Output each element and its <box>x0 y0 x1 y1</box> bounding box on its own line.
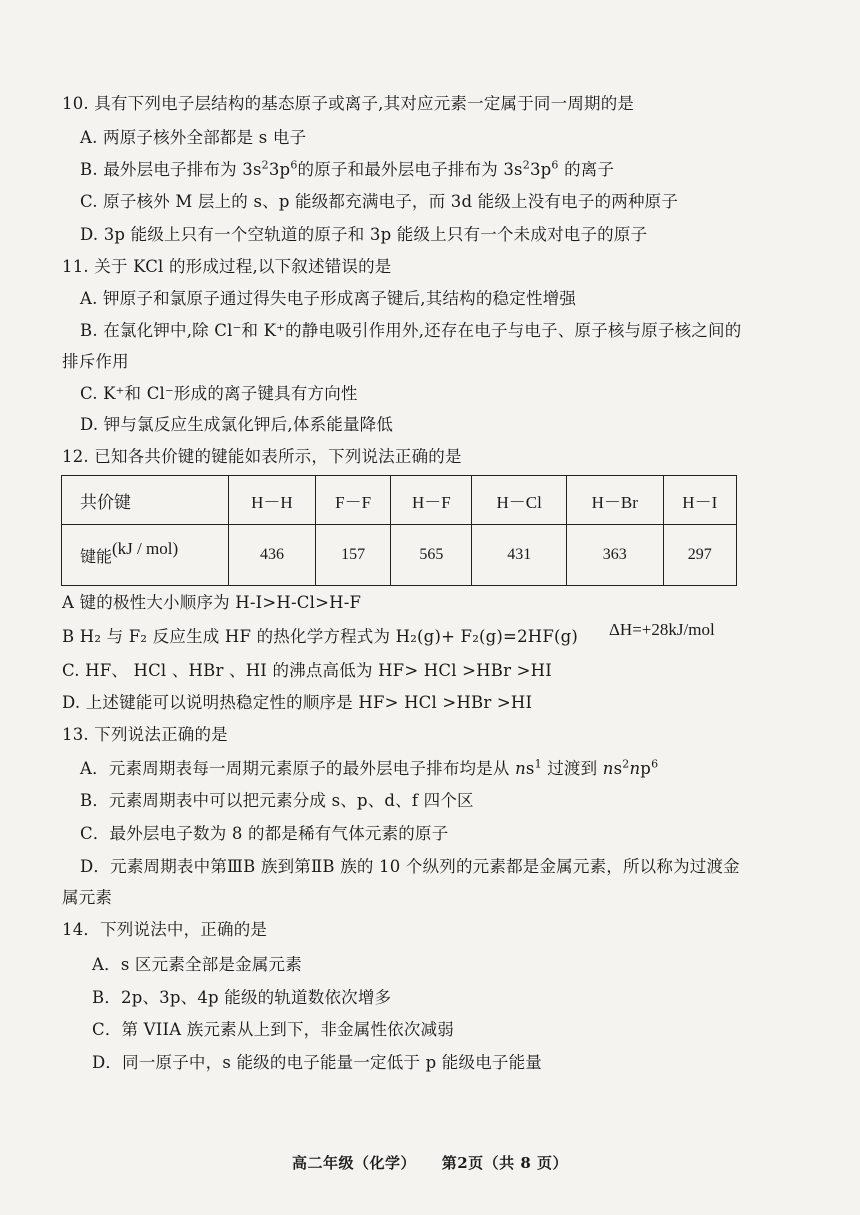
table-cell-bond: H－Br <box>567 476 664 525</box>
q14-stem: 14．下列说法中，正确的是 <box>62 920 268 939</box>
table-cell-energy: 157 <box>315 525 390 586</box>
q12-option-d: D. 上述键能可以说明热稳定性的顺序是 HF> HCl >HBr >HI <box>62 693 533 712</box>
q10-stem: 10. 具有下列电子层结构的基态原子或离子,其对应元素一定属于同一周期的是 <box>62 94 635 113</box>
q13-option-a: A．元素周期表每一周期元素原子的最外层电子排布均是从 $ns^1$ 过渡到 $ns^2np^6$ <box>80 757 659 778</box>
table-cell-energy: 297 <box>663 525 736 586</box>
q13-option-b: B．元素周期表中可以把元素分成 s、p、d、f 四个区 <box>80 791 474 810</box>
q10-b-part3: 的离子 <box>564 160 615 179</box>
energy-label: 键能 <box>80 548 113 566</box>
q11-option-b-line1: B. 在氯化钾中,除 Cl⁻和 K⁺的静电吸引作用外,还存在电子与电子、原子核与原子核之间的 <box>80 321 742 340</box>
q13-a-part2: 过渡到 <box>541 759 603 778</box>
q12-option-a: A 键的极性大小顺序为 H-I>H-Cl>H-F <box>62 593 362 612</box>
bond-energy-table <box>61 475 737 586</box>
table-cell-bond: H－Cl <box>472 476 567 525</box>
q11-option-d: D. 钾与氯反应生成氯化钾后,体系能量降低 <box>80 415 394 434</box>
table-header-bond: 共价键 <box>62 476 229 525</box>
q10-option-a: A. 两原子核外全部都是 s 电子 <box>80 128 307 147</box>
page-footer <box>0 1152 860 1173</box>
energy-unit: (kJ / mol) <box>112 538 179 558</box>
q13-a-part1: A．元素周期表每一周期元素原子的最外层电子排布均是从 <box>80 759 516 778</box>
table-cell-energy: 436 <box>229 525 316 586</box>
q10-option-d: D. 3p 能级上只有一个空轨道的原子和 3p 能级上只有一个未成对电子的原子 <box>80 225 648 244</box>
q10-b-part2: 的原子和最外层电子排布为 3s <box>297 160 523 179</box>
q10-option-b: B. 最外层电子排布为 $3s^23p^6$的原子和最外层电子排布为 $3s^23p^6$ 的离子 <box>80 158 615 179</box>
table-cell-bond: H－H <box>229 476 316 525</box>
footer-page-number: 第2页（共 8 页） <box>441 1154 569 1172</box>
q12-option-b: B H₂ 与 F₂ 反应生成 HF 的热化学方程式为 H₂(g)+ F₂(g)=2HF(g) <box>62 627 579 646</box>
table-header-energy <box>62 525 229 586</box>
q14-option-d: D．同一原子中，s 能级的电子能量一定低于 p 能级电子能量 <box>92 1053 542 1072</box>
table-cell-energy: 565 <box>391 525 472 586</box>
table-cell-bond: H－F <box>391 476 472 525</box>
q11-option-b-line2: 排斥作用 <box>62 352 129 371</box>
q10-b-part1: B. 最外层电子排布为 3s <box>80 160 262 179</box>
q14-option-a: A．s 区元素全部是金属元素 <box>92 955 302 974</box>
q12-option-c: C. HF、 HCl 、HBr 、HI 的沸点高低为 HF> HCl >HBr >HI <box>62 661 552 680</box>
footer-grade: 高二年级（化学） <box>291 1154 416 1172</box>
table-cell-energy: 363 <box>567 525 664 586</box>
table-cell-energy: 431 <box>472 525 567 586</box>
table-cell-bond: H－I <box>663 476 736 525</box>
q10-option-c: C. 原子核外 M 层上的 s、p 能级都充满电子，而 3d 能级上没有电子的两种原子 <box>80 192 679 211</box>
q11-stem: 11. 关于 KCl 的形成过程,以下叙述错误的是 <box>62 257 392 276</box>
q13-option-c: C．最外层电子数为 8 的都是稀有气体元素的原子 <box>80 824 449 843</box>
q12-option-b-enthalpy: ΔH=+28kJ/mol <box>609 620 715 639</box>
table-row <box>62 525 737 586</box>
q13-option-d-line2: 属元素 <box>62 888 113 907</box>
q12-stem: 12. 已知各共价键的键能如表所示，下列说法正确的是 <box>62 447 462 466</box>
table-cell-bond: F－F <box>315 476 390 525</box>
q11-option-c: C. K⁺和 Cl⁻形成的离子键具有方向性 <box>80 384 358 403</box>
q11-option-a: A. 钾原子和氯原子通过得失电子形成离子键后,其结构的稳定性增强 <box>80 289 577 308</box>
table-row <box>62 476 737 525</box>
q13-stem: 13. 下列说法正确的是 <box>62 725 228 744</box>
q14-option-c: C．第 VIIA 族元素从上到下，非金属性依次减弱 <box>92 1020 454 1039</box>
q13-option-d-line1: D．元素周期表中第ⅢB 族到第ⅡB 族的 10 个纵列的元素都是金属元素，所以称为过渡金 <box>80 857 740 876</box>
q14-option-b: B．2p、3p、4p 能级的轨道数依次增多 <box>92 988 392 1007</box>
